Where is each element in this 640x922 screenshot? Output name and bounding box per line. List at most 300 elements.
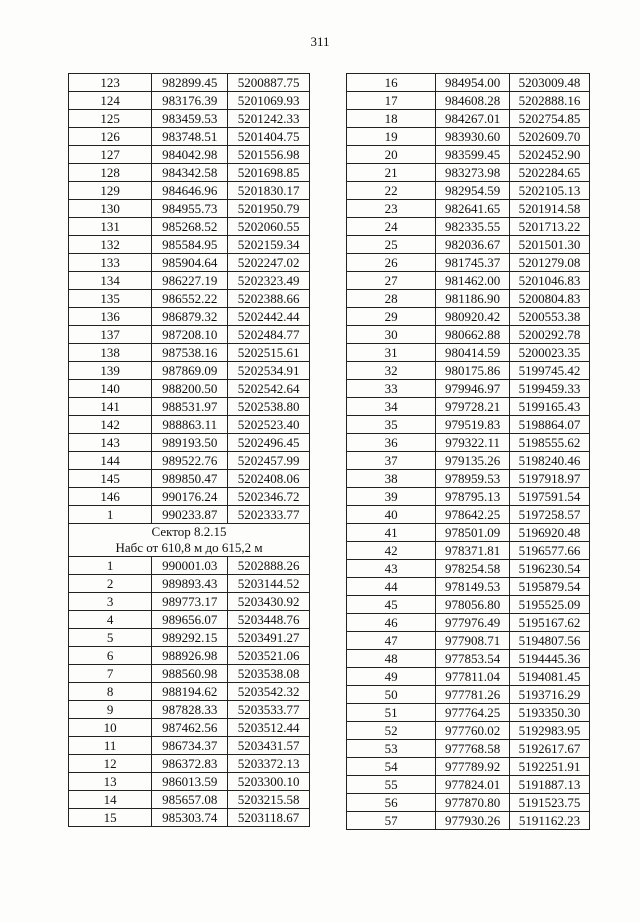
coord-y: 5203118.67 — [228, 809, 310, 827]
coord-x: 979728.21 — [436, 398, 510, 416]
table-row — [347, 380, 590, 398]
coord-y: 5202542.64 — [228, 380, 310, 398]
coord-x: 978795.13 — [436, 488, 510, 506]
table-row — [347, 650, 590, 668]
point-number: 128 — [69, 164, 152, 182]
coord-x: 977853.54 — [436, 650, 510, 668]
point-number: 130 — [69, 200, 152, 218]
table-row — [347, 596, 590, 614]
coord-x: 983599.45 — [436, 146, 510, 164]
table-row — [347, 326, 590, 344]
table-row — [69, 683, 310, 701]
coord-x: 984342.58 — [152, 164, 228, 182]
coord-x: 977789.92 — [436, 758, 510, 776]
table-row — [69, 611, 310, 629]
coord-y: 5201830.17 — [228, 182, 310, 200]
table-row — [347, 164, 590, 182]
point-number: 23 — [347, 200, 436, 218]
coord-y: 5201950.79 — [228, 200, 310, 218]
table-row — [347, 272, 590, 290]
coord-y: 5198864.07 — [510, 416, 590, 434]
point-number: 38 — [347, 470, 436, 488]
table-row — [347, 758, 590, 776]
point-number: 124 — [69, 92, 152, 110]
coord-x: 989292.15 — [152, 629, 228, 647]
coord-x: 979135.26 — [436, 452, 510, 470]
table-row — [69, 398, 310, 416]
table-row — [69, 380, 310, 398]
table-row — [347, 344, 590, 362]
point-number: 1 — [69, 506, 152, 524]
table-row — [347, 92, 590, 110]
coord-x: 987828.33 — [152, 701, 228, 719]
table-row — [347, 794, 590, 812]
point-number: 145 — [69, 470, 152, 488]
table-row — [347, 524, 590, 542]
table-row — [347, 560, 590, 578]
coord-x: 990001.03 — [152, 557, 228, 575]
point-number: 125 — [69, 110, 152, 128]
point-number: 25 — [347, 236, 436, 254]
coord-x: 977760.02 — [436, 722, 510, 740]
point-number: 26 — [347, 254, 436, 272]
table-row — [347, 488, 590, 506]
table-row — [69, 665, 310, 683]
table-row — [347, 416, 590, 434]
table-row — [69, 74, 310, 92]
point-number: 5 — [69, 629, 152, 647]
point-number: 27 — [347, 272, 436, 290]
table-row — [69, 182, 310, 200]
table-row — [347, 290, 590, 308]
coord-x: 978056.80 — [436, 596, 510, 614]
coord-x: 988560.98 — [152, 665, 228, 683]
table-row — [69, 488, 310, 506]
coord-y: 5200553.38 — [510, 308, 590, 326]
coord-y: 5203491.27 — [228, 629, 310, 647]
coord-x: 985904.64 — [152, 254, 228, 272]
section-subtitle: Набс от 610,8 м до 615,2 м — [115, 540, 263, 555]
point-number: 13 — [69, 773, 152, 791]
coord-y: 5201914.58 — [510, 200, 590, 218]
point-number: 140 — [69, 380, 152, 398]
coord-y: 5194081.45 — [510, 668, 590, 686]
table-row — [69, 164, 310, 182]
coord-y: 5191887.13 — [510, 776, 590, 794]
coord-y: 5195879.54 — [510, 578, 590, 596]
point-number: 142 — [69, 416, 152, 434]
coord-x: 986552.22 — [152, 290, 228, 308]
coord-y: 5203430.92 — [228, 593, 310, 611]
coord-y: 5198555.62 — [510, 434, 590, 452]
coord-y: 5202323.49 — [228, 272, 310, 290]
coord-x: 984646.96 — [152, 182, 228, 200]
coord-y: 5202496.45 — [228, 434, 310, 452]
coord-y: 5202888.26 — [228, 557, 310, 575]
table-row — [347, 254, 590, 272]
coord-x: 977764.25 — [436, 704, 510, 722]
point-number: 44 — [347, 578, 436, 596]
coord-y: 5202452.90 — [510, 146, 590, 164]
coord-x: 987538.16 — [152, 344, 228, 362]
point-number: 14 — [69, 791, 152, 809]
point-number: 138 — [69, 344, 152, 362]
coord-y: 5202159.34 — [228, 236, 310, 254]
coord-y: 5200804.83 — [510, 290, 590, 308]
coord-x: 980662.88 — [436, 326, 510, 344]
coord-x: 982335.55 — [436, 218, 510, 236]
coord-y: 5200887.75 — [228, 74, 310, 92]
table-row — [347, 470, 590, 488]
point-number: 137 — [69, 326, 152, 344]
coord-y: 5202888.16 — [510, 92, 590, 110]
point-number: 123 — [69, 74, 152, 92]
point-number: 144 — [69, 452, 152, 470]
coord-x: 982954.59 — [436, 182, 510, 200]
table-row — [69, 218, 310, 236]
coord-x: 980175.86 — [436, 362, 510, 380]
table-row — [69, 452, 310, 470]
coord-y: 5202284.65 — [510, 164, 590, 182]
coord-y: 5201279.08 — [510, 254, 590, 272]
point-number: 31 — [347, 344, 436, 362]
point-number: 43 — [347, 560, 436, 578]
coord-x: 987869.09 — [152, 362, 228, 380]
table-row — [69, 110, 310, 128]
coord-x: 978254.58 — [436, 560, 510, 578]
coord-x: 981462.00 — [436, 272, 510, 290]
point-number: 34 — [347, 398, 436, 416]
coord-y: 5196577.66 — [510, 542, 590, 560]
point-number: 18 — [347, 110, 436, 128]
table-row — [69, 557, 310, 575]
table-row — [347, 614, 590, 632]
coord-y: 5198240.46 — [510, 452, 590, 470]
table-row — [347, 740, 590, 758]
table-row — [69, 272, 310, 290]
coord-y: 5192983.95 — [510, 722, 590, 740]
coord-x: 978642.25 — [436, 506, 510, 524]
coord-x: 985268.52 — [152, 218, 228, 236]
coord-y: 5203144.52 — [228, 575, 310, 593]
table-row — [69, 575, 310, 593]
coordinates-table-right — [346, 73, 590, 830]
point-number: 54 — [347, 758, 436, 776]
point-number: 50 — [347, 686, 436, 704]
point-number: 21 — [347, 164, 436, 182]
point-number: 136 — [69, 308, 152, 326]
coord-x: 986879.32 — [152, 308, 228, 326]
coord-y: 5203372.13 — [228, 755, 310, 773]
table-row — [347, 722, 590, 740]
table-row — [69, 254, 310, 272]
point-number: 53 — [347, 740, 436, 758]
coord-y: 5197258.57 — [510, 506, 590, 524]
coord-y: 5196230.54 — [510, 560, 590, 578]
coord-x: 977768.58 — [436, 740, 510, 758]
coord-x: 987462.56 — [152, 719, 228, 737]
coord-x: 977930.26 — [436, 812, 510, 830]
point-number: 132 — [69, 236, 152, 254]
table-row — [69, 737, 310, 755]
coord-x: 984042.98 — [152, 146, 228, 164]
section-title: Сектор 8.2.15 — [151, 524, 227, 539]
table-row — [347, 74, 590, 92]
coord-x: 978371.81 — [436, 542, 510, 560]
point-number: 141 — [69, 398, 152, 416]
coord-y: 5202388.66 — [228, 290, 310, 308]
coord-x: 989522.76 — [152, 452, 228, 470]
point-number: 11 — [69, 737, 152, 755]
point-number: 35 — [347, 416, 436, 434]
point-number: 39 — [347, 488, 436, 506]
coord-y: 5197591.54 — [510, 488, 590, 506]
coord-x: 978959.53 — [436, 470, 510, 488]
table-row — [347, 200, 590, 218]
point-number: 131 — [69, 218, 152, 236]
coord-y: 5196920.48 — [510, 524, 590, 542]
coord-x: 977908.71 — [436, 632, 510, 650]
point-number: 20 — [347, 146, 436, 164]
coord-y: 5202105.13 — [510, 182, 590, 200]
coord-y: 5199459.33 — [510, 380, 590, 398]
point-number: 46 — [347, 614, 436, 632]
point-number: 29 — [347, 308, 436, 326]
point-number: 49 — [347, 668, 436, 686]
point-number: 7 — [69, 665, 152, 683]
coord-y: 5191162.23 — [510, 812, 590, 830]
coord-x: 977976.49 — [436, 614, 510, 632]
section-header-row — [69, 524, 310, 557]
coord-x: 980920.42 — [436, 308, 510, 326]
table-row — [69, 647, 310, 665]
table-row — [69, 344, 310, 362]
coord-x: 984955.73 — [152, 200, 228, 218]
coord-x: 990233.87 — [152, 506, 228, 524]
coord-x: 977811.04 — [436, 668, 510, 686]
point-number: 8 — [69, 683, 152, 701]
point-number: 47 — [347, 632, 436, 650]
coord-y: 5203431.57 — [228, 737, 310, 755]
coord-x: 978501.09 — [436, 524, 510, 542]
coord-y: 5201069.93 — [228, 92, 310, 110]
table-row — [347, 668, 590, 686]
coord-x: 979519.83 — [436, 416, 510, 434]
table-row — [347, 128, 590, 146]
table-row — [69, 236, 310, 254]
coord-x: 989656.07 — [152, 611, 228, 629]
coordinates-table-left — [68, 73, 310, 827]
coord-x: 984267.01 — [436, 110, 510, 128]
table-row — [69, 128, 310, 146]
table-row — [69, 773, 310, 791]
coord-x: 981186.90 — [436, 290, 510, 308]
coord-y: 5203542.32 — [228, 683, 310, 701]
coord-y: 5202534.91 — [228, 362, 310, 380]
coord-y: 5201501.30 — [510, 236, 590, 254]
coord-y: 5192251.91 — [510, 758, 590, 776]
point-number: 45 — [347, 596, 436, 614]
point-number: 135 — [69, 290, 152, 308]
coord-x: 981745.37 — [436, 254, 510, 272]
coord-x: 983748.51 — [152, 128, 228, 146]
point-number: 41 — [347, 524, 436, 542]
table-row — [69, 416, 310, 434]
table-row — [69, 92, 310, 110]
point-number: 33 — [347, 380, 436, 398]
coord-y: 5194807.56 — [510, 632, 590, 650]
coord-y: 5202442.44 — [228, 308, 310, 326]
coord-y: 5203448.76 — [228, 611, 310, 629]
coord-y: 5195525.09 — [510, 596, 590, 614]
table-row — [347, 506, 590, 524]
coord-x: 983930.60 — [436, 128, 510, 146]
table-row — [347, 182, 590, 200]
table-row — [69, 290, 310, 308]
table-row — [69, 146, 310, 164]
point-number: 36 — [347, 434, 436, 452]
coord-x: 983176.39 — [152, 92, 228, 110]
coord-x: 986734.37 — [152, 737, 228, 755]
point-number: 127 — [69, 146, 152, 164]
coord-y: 5202515.61 — [228, 344, 310, 362]
point-number: 40 — [347, 506, 436, 524]
coord-x: 983459.53 — [152, 110, 228, 128]
point-number: 134 — [69, 272, 152, 290]
coord-x: 989850.47 — [152, 470, 228, 488]
coord-y: 5202247.02 — [228, 254, 310, 272]
table-row — [69, 308, 310, 326]
coord-y: 5203009.48 — [510, 74, 590, 92]
coord-x: 989893.43 — [152, 575, 228, 593]
coord-x: 980414.59 — [436, 344, 510, 362]
table-row — [347, 704, 590, 722]
point-number: 19 — [347, 128, 436, 146]
table-row — [69, 809, 310, 827]
coord-x: 988194.62 — [152, 683, 228, 701]
point-number: 143 — [69, 434, 152, 452]
coord-y: 5202457.99 — [228, 452, 310, 470]
coord-x: 984954.00 — [436, 74, 510, 92]
point-number: 57 — [347, 812, 436, 830]
point-number: 9 — [69, 701, 152, 719]
coord-x: 982641.65 — [436, 200, 510, 218]
coord-y: 5192617.67 — [510, 740, 590, 758]
point-number: 51 — [347, 704, 436, 722]
coord-y: 5194445.36 — [510, 650, 590, 668]
table-row — [69, 326, 310, 344]
point-number: 146 — [69, 488, 152, 506]
table-row — [347, 452, 590, 470]
point-number: 16 — [347, 74, 436, 92]
coord-y: 5191523.75 — [510, 794, 590, 812]
coord-y: 5200023.35 — [510, 344, 590, 362]
point-number: 24 — [347, 218, 436, 236]
point-number: 22 — [347, 182, 436, 200]
table-row — [347, 812, 590, 830]
coord-y: 5203538.08 — [228, 665, 310, 683]
point-number: 2 — [69, 575, 152, 593]
point-number: 12 — [69, 755, 152, 773]
coord-x: 988531.97 — [152, 398, 228, 416]
point-number: 133 — [69, 254, 152, 272]
point-number: 10 — [69, 719, 152, 737]
coord-x: 978149.53 — [436, 578, 510, 596]
point-number: 129 — [69, 182, 152, 200]
table-row — [347, 308, 590, 326]
coord-x: 985657.08 — [152, 791, 228, 809]
coord-x: 984608.28 — [436, 92, 510, 110]
coord-y: 5202754.85 — [510, 110, 590, 128]
table-row — [347, 110, 590, 128]
coord-x: 982036.67 — [436, 236, 510, 254]
coord-y: 5199745.42 — [510, 362, 590, 380]
point-number: 52 — [347, 722, 436, 740]
coord-y: 5201698.85 — [228, 164, 310, 182]
table-row — [69, 755, 310, 773]
point-number: 55 — [347, 776, 436, 794]
coord-x: 977870.80 — [436, 794, 510, 812]
table-row — [69, 629, 310, 647]
coord-y: 5202609.70 — [510, 128, 590, 146]
coord-y: 5201242.33 — [228, 110, 310, 128]
coord-y: 5202523.40 — [228, 416, 310, 434]
table-row — [347, 578, 590, 596]
table-row — [347, 146, 590, 164]
table-row — [69, 200, 310, 218]
table-row — [347, 434, 590, 452]
point-number: 28 — [347, 290, 436, 308]
point-number: 32 — [347, 362, 436, 380]
coord-y: 5203521.06 — [228, 647, 310, 665]
coord-x: 979946.97 — [436, 380, 510, 398]
coord-y: 5203533.77 — [228, 701, 310, 719]
point-number: 4 — [69, 611, 152, 629]
coord-x: 988926.98 — [152, 647, 228, 665]
table-row — [347, 218, 590, 236]
coord-y: 5193716.29 — [510, 686, 590, 704]
coord-x: 982899.45 — [152, 74, 228, 92]
coord-y: 5201556.98 — [228, 146, 310, 164]
coord-x: 985584.95 — [152, 236, 228, 254]
table-row — [347, 362, 590, 380]
table-row — [347, 236, 590, 254]
coord-y: 5201404.75 — [228, 128, 310, 146]
coord-y: 5197918.97 — [510, 470, 590, 488]
coord-y: 5202408.06 — [228, 470, 310, 488]
coord-y: 5199165.43 — [510, 398, 590, 416]
point-number: 139 — [69, 362, 152, 380]
point-number: 30 — [347, 326, 436, 344]
point-number: 1 — [69, 557, 152, 575]
coord-y: 5202538.80 — [228, 398, 310, 416]
table-row — [347, 686, 590, 704]
point-number: 42 — [347, 542, 436, 560]
point-number: 56 — [347, 794, 436, 812]
coord-x: 977824.01 — [436, 776, 510, 794]
coord-y: 5193350.30 — [510, 704, 590, 722]
coord-x: 986372.83 — [152, 755, 228, 773]
table-row — [347, 542, 590, 560]
coord-y: 5195167.62 — [510, 614, 590, 632]
table-row — [69, 506, 310, 524]
coord-y: 5202484.77 — [228, 326, 310, 344]
coord-y: 5203300.10 — [228, 773, 310, 791]
coord-y: 5203215.58 — [228, 791, 310, 809]
table-row — [69, 593, 310, 611]
table-row — [347, 398, 590, 416]
table-row — [347, 632, 590, 650]
